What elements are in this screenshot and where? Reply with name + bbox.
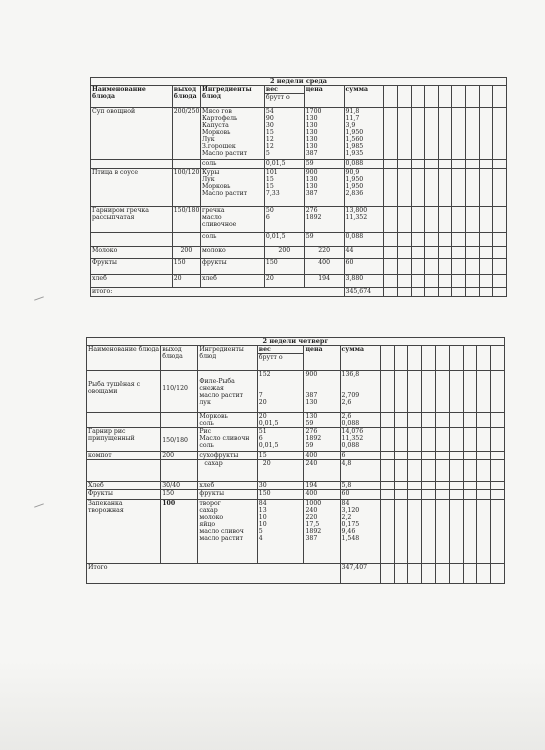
dish-output: 200 xyxy=(161,452,198,460)
sum-cell: 3,880 xyxy=(344,275,384,288)
dish-name: Рыба тушёная с овощами xyxy=(87,371,161,413)
header-sum: сумма xyxy=(344,86,384,108)
ingredient-cell: фрукты xyxy=(198,490,257,500)
day-title: 2 недели четверг xyxy=(87,338,505,346)
weight-cell: 20 xyxy=(264,275,304,288)
dish-output: 30/40 xyxy=(161,482,198,490)
dish-name: Гарниром гречка рассыпчатая xyxy=(91,207,173,233)
sum-cell: 5,8 xyxy=(340,482,380,490)
sum-list: 84 3,120 2,2 0,175 9,46 1,548 xyxy=(340,500,380,564)
sum-cell: 44 xyxy=(344,247,384,259)
header-ingredients: Ингредиенты блюд xyxy=(198,346,257,371)
header-output: выход блюда xyxy=(161,346,198,371)
dish-name: Гарнир рис припущенный xyxy=(87,428,161,452)
dish-name: компот xyxy=(87,452,161,460)
dish-name: Суп овощной xyxy=(91,108,173,160)
ingredient-cell: хлеб xyxy=(198,482,257,490)
dish-name: Запеканка творожная xyxy=(87,500,161,564)
ingredient-list: Филе-Рыба снежая масло растит лук xyxy=(198,371,257,413)
ingredient-list: Морковь соль xyxy=(198,413,257,428)
weight-list: 101 15 15 7,33 xyxy=(264,169,304,207)
ingredient-list: гречка масло сливочное xyxy=(201,207,265,233)
dish-name: Фрукты xyxy=(91,259,173,275)
price-list: 900 387 130 xyxy=(304,371,340,413)
price-list: 130 59 xyxy=(304,413,340,428)
ingredient-list: творог сахар молоко яйцо масло сливоч масло растит xyxy=(198,500,257,564)
dish-output: 150/180 xyxy=(172,207,200,233)
ingredient-salt: соль xyxy=(201,233,265,247)
sum-list: 91,8 11,7 3,9 1,950 1,560 1,985 1,935 xyxy=(344,108,384,160)
ingredient-cell: хлеб xyxy=(201,275,265,288)
header-ingredients: Ингредиенты блюд xyxy=(201,86,265,108)
dish-output: 150 xyxy=(161,490,198,500)
price-cell: 240 xyxy=(304,460,340,482)
dish-name: Фрукты xyxy=(87,490,161,500)
price-cell: 194 xyxy=(304,275,344,288)
price-list: 276 1892 59 xyxy=(304,428,340,452)
dish-name: Молоко xyxy=(91,247,173,259)
ingredient-list: Рис Масло сливочн соль xyxy=(198,428,257,452)
sum-cell: 0,088 xyxy=(344,160,384,169)
sum-list: 2,6 0,088 xyxy=(340,413,380,428)
dish-output: 100/120 xyxy=(172,169,200,207)
pen-mark xyxy=(34,503,44,507)
header-gross: брутт о xyxy=(264,94,304,108)
menu-table-wednesday xyxy=(90,77,507,297)
header-sum: сумма xyxy=(340,346,380,371)
sum-cell: 0,088 xyxy=(344,233,384,247)
header-price: цена xyxy=(304,346,340,371)
sum-cell: 60 xyxy=(340,490,380,500)
dish-output: 150/180 xyxy=(161,428,198,452)
dish-output: 150 xyxy=(172,259,200,275)
total-label: итого: xyxy=(91,288,345,297)
menu-table-thursday xyxy=(86,337,505,584)
price-list: 1000 240 220 17,5 1892 387 xyxy=(304,500,340,564)
weight-list: 50 6 xyxy=(264,207,304,233)
dish-name: Птица в соусе xyxy=(91,169,173,207)
header-weight: вес xyxy=(257,346,304,354)
sum-list: 14,076 11,352 0,088 xyxy=(340,428,380,452)
day-title: 2 недели среда xyxy=(91,78,507,86)
scan-bleed-through xyxy=(0,660,545,750)
header-name: Наименование блюда xyxy=(87,346,161,371)
dish-output: 200/250 xyxy=(172,108,200,160)
price-cell: 400 xyxy=(304,452,340,460)
sum-list: 90,9 1,950 1,950 2,836 xyxy=(344,169,384,207)
price-list: 276 1892 xyxy=(304,207,344,233)
ingredient-cell: сахар xyxy=(198,460,257,482)
ingredient-cell: молоко xyxy=(201,247,265,259)
ingredient-cell: сухофрукты xyxy=(198,452,257,460)
dish-output: 110/120 xyxy=(161,371,198,413)
price-list: 900 130 130 387 xyxy=(304,169,344,207)
weight-list: 152 7 20 xyxy=(257,371,304,413)
dish-name: хлеб xyxy=(91,275,173,288)
weight-cell: 150 xyxy=(264,259,304,275)
total-value: 345,674 xyxy=(344,288,384,297)
header-price: цена xyxy=(304,86,344,108)
sum-list: 136,8 2,709 2,6 xyxy=(340,371,380,413)
weight-cell: 0,01,5 xyxy=(264,233,304,247)
weight-list: 84 13 10 10 5 4 xyxy=(257,500,304,564)
dish-output: 100 xyxy=(161,500,198,564)
sum-cell: 4,8 xyxy=(340,460,380,482)
dish-output: 200 xyxy=(172,247,200,259)
price-list: 1700 130 130 130 130 130 387 xyxy=(304,108,344,160)
weight-cell: 15 xyxy=(257,452,304,460)
sum-cell: 60 xyxy=(344,259,384,275)
weight-list: 54 90 30 15 12 12 5 xyxy=(264,108,304,160)
weight-list: 51 6 0,01,5 xyxy=(257,428,304,452)
sum-cell: 6 xyxy=(340,452,380,460)
price-cell: 400 xyxy=(304,490,340,500)
ingredient-cell: фрукты xyxy=(201,259,265,275)
weight-cell: 30 xyxy=(257,482,304,490)
header-name: Наименование блюда xyxy=(91,86,173,108)
ingredient-salt: соль xyxy=(201,160,265,169)
total-value: 347,407 xyxy=(340,564,380,584)
price-cell: 59 xyxy=(304,160,344,169)
price-cell: 194 xyxy=(304,482,340,490)
price-cell: 400 xyxy=(304,259,344,275)
weight-list: 20 0,01,5 xyxy=(257,413,304,428)
dish-name: Хлеб xyxy=(87,482,161,490)
weight-cell: 20 xyxy=(257,460,304,482)
price-cell: 59 xyxy=(304,233,344,247)
total-label: Итого xyxy=(87,564,341,584)
header-weight: вес xyxy=(264,86,304,94)
dish-output: 20 xyxy=(172,275,200,288)
pen-mark xyxy=(34,296,44,300)
weight-cell: 200 xyxy=(264,247,304,259)
price-cell: 220 xyxy=(304,247,344,259)
header-output: выход блюда xyxy=(172,86,200,108)
sum-list: 13,800 11,352 xyxy=(344,207,384,233)
ingredient-list: Куры Лук Морковь Масло растит xyxy=(201,169,265,207)
header-gross: брутт о xyxy=(257,354,304,371)
weight-cell: 150 xyxy=(257,490,304,500)
ingredient-list: Мясо гов Картофель Капуста Морковь Лук З.горошек Масло растит xyxy=(201,108,265,160)
weight-cell: 0,01,5 xyxy=(264,160,304,169)
